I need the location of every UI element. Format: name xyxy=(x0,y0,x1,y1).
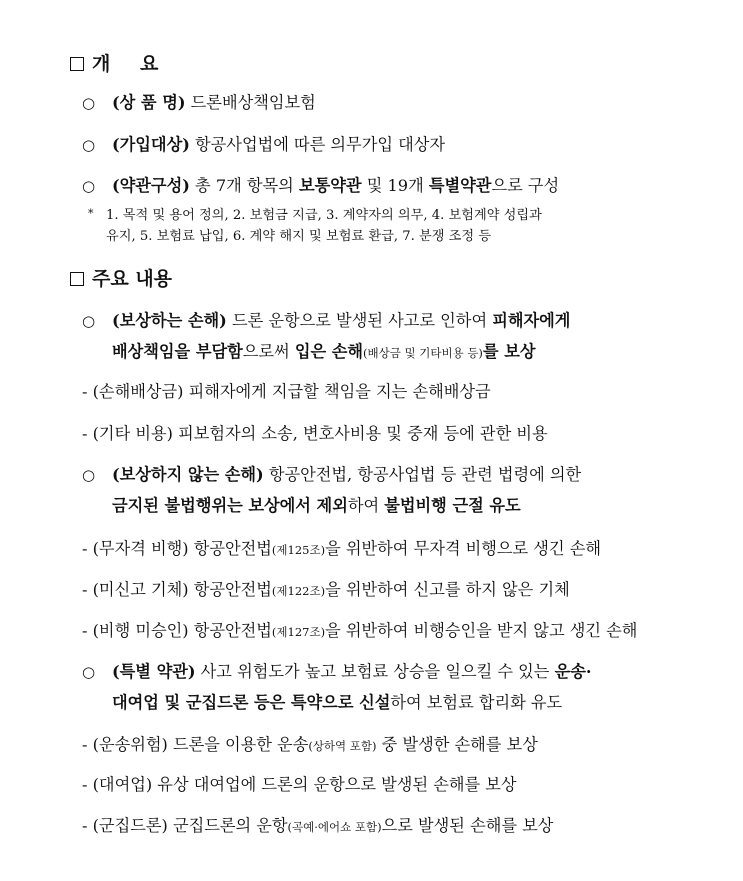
special-sub-rental-business: - (대여업) 유상 대여업에 드론의 운항으로 발생된 손해를 보상 xyxy=(82,775,517,794)
circle-bullet-icon: ○ xyxy=(82,94,96,112)
compensated-sub-other-costs: - (기타 비용) 피보험자의 소송, 변호사비용 및 중재 등에 관한 비용 xyxy=(82,424,548,443)
excluded-loss-line-1: ○ (보상하지 않는 손해) 항공안전법, 항공사업법 등 관련 법령에 의한 xyxy=(82,465,582,484)
circle-bullet-icon: ○ xyxy=(82,466,96,484)
circle-bullet-icon: ○ xyxy=(82,177,96,195)
compensated-loss-line-2: 배상책임을 부담함으로써 입은 손해(배상금 및 기타비용 등)를 보상 xyxy=(112,342,536,361)
excluded-sub-unregistered-aircraft: - (미신고 기체) 항공안전법(제122조)을 위반하여 신고를 하지 않은 기체 xyxy=(82,580,570,599)
circle-bullet-icon: ○ xyxy=(82,312,96,330)
overview-item-terms: ○ (약관구성) 총 7개 항목의 보통약관 및 19개 특별약관으로 구성 xyxy=(82,176,560,195)
terms-note-line-1: * 1. 목적 및 용어 정의, 2. 보험금 지급, 3. 계약자의 의무, 4. 보험계약 성립과 xyxy=(88,204,542,226)
special-terms-line-2: 대여업 및 군집드론 등은 특약으로 신설하여 보험료 합리화 유도 xyxy=(112,693,563,712)
excluded-sub-unapproved-flight: - (비행 미승인) 항공안전법(제127조)을 위반하여 비행승인을 받지 않고 생긴 손해 xyxy=(82,621,638,640)
special-sub-swarm-drones: - (군집드론) 군집드론의 운항(곡예·에어쇼 포함)으로 발생된 손해를 보상 xyxy=(82,816,554,835)
compensated-sub-damages: - (손해배상금) 피해자에게 지급할 책임을 지는 손해배상금 xyxy=(82,382,491,401)
circle-bullet-icon: ○ xyxy=(82,663,96,681)
special-terms-line-1: ○ (특별 약관) 사고 위험도가 높고 보험료 상승을 일으킬 수 있는 운송· xyxy=(82,662,592,681)
special-sub-transport-risk: - (운송위험) 드론을 이용한 운송(상하역 포함) 중 발생한 손해를 보상 xyxy=(82,735,538,754)
checkbox-square-icon xyxy=(70,272,84,286)
terms-note-line-2: 유지, 5. 보험료 납입, 6. 계약 해지 및 보험료 환급, 7. 분쟁 조정 등 xyxy=(106,229,492,244)
overview-item-product-name: ○ (상 품 명) 드론배상책임보험 xyxy=(82,93,316,112)
note-star: * xyxy=(88,207,94,220)
section-heading-overview: 개 요 xyxy=(70,49,158,76)
checkbox-square-icon xyxy=(70,57,84,71)
compensated-loss-line-1: ○ (보상하는 손해) 드론 운항으로 발생된 사고로 인하여 피해자에게 xyxy=(82,311,571,330)
circle-bullet-icon: ○ xyxy=(82,136,96,154)
excluded-loss-line-2: 금지된 불법행위는 보상에서 제외하여 불법비행 근절 유도 xyxy=(112,496,521,515)
section-heading-main: 주요 내용 xyxy=(70,264,172,291)
overview-item-subscribers: ○ (가입대상) 항공사업법에 따른 의무가입 대상자 xyxy=(82,135,446,154)
excluded-sub-unqualified-flight: - (무자격 비행) 항공안전법(제125조)을 위반하여 무자격 비행으로 생긴 손해 xyxy=(82,539,601,558)
